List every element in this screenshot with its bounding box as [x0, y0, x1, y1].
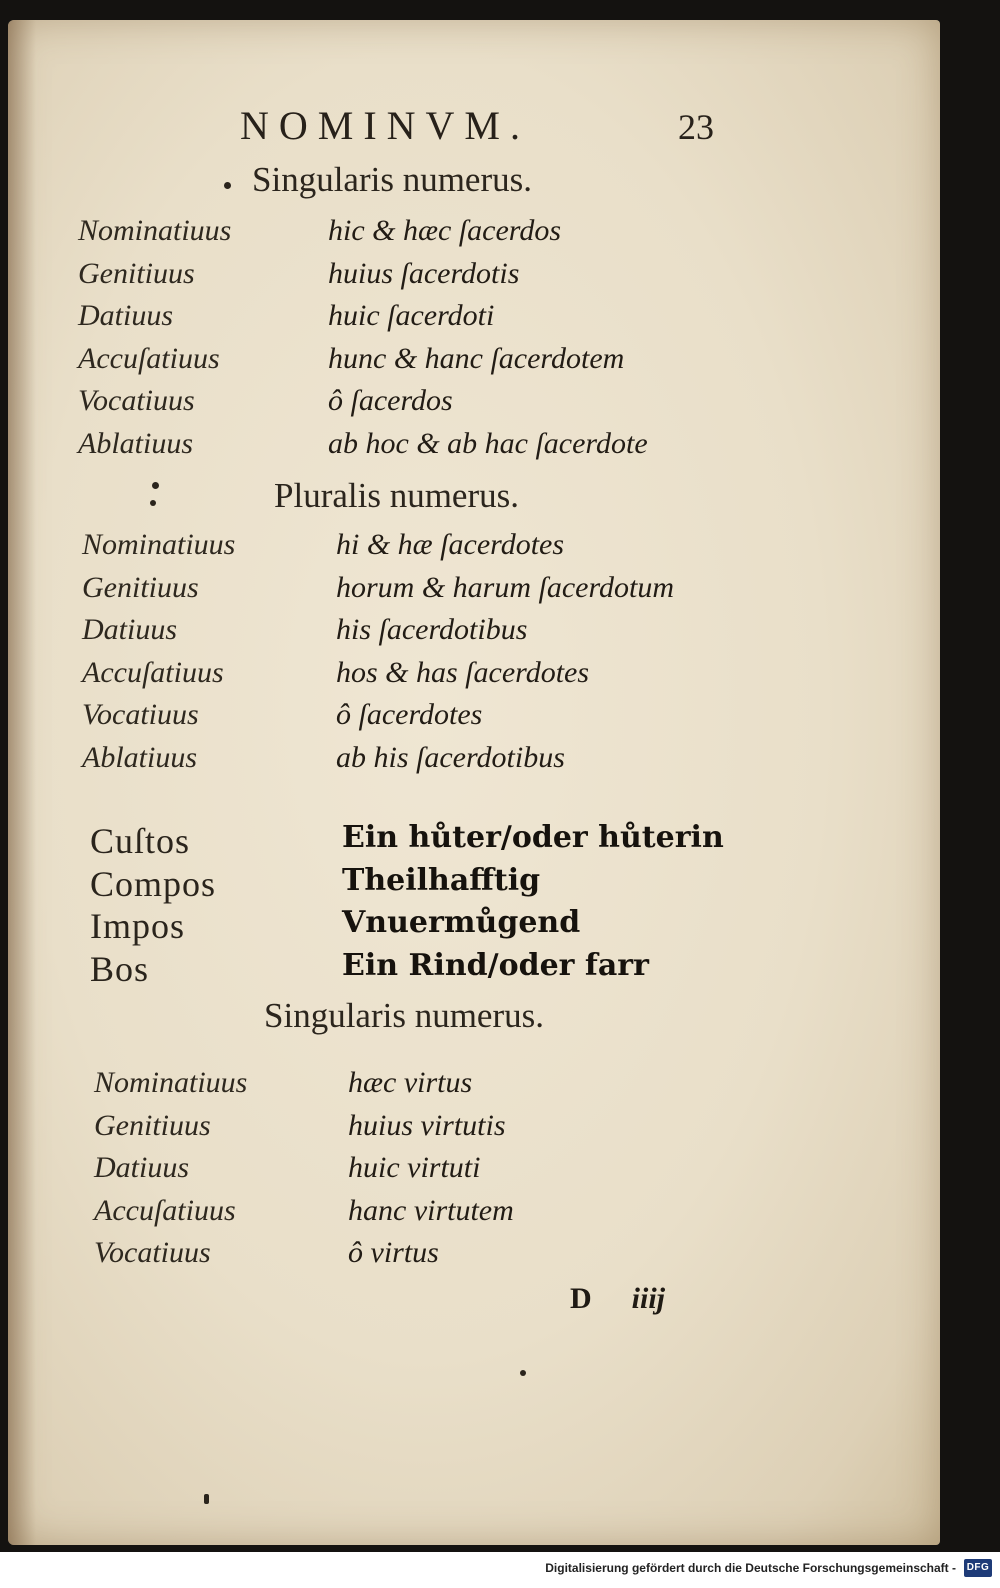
page-shadow-edge [8, 20, 36, 1545]
case-label: Genitiuus [82, 570, 199, 604]
case-form: ab his ſacerdotibus [336, 740, 565, 774]
case-label: Accuſatiuus [78, 341, 220, 375]
latin-word: Impos [90, 906, 185, 946]
ink-speck [204, 1494, 209, 1504]
case-label: Accuſatiuus [82, 655, 224, 689]
dfg-logo-icon: DFG [964, 1559, 992, 1577]
case-form: ab hoc & ab hac ſacerdote [328, 426, 648, 460]
case-label: Vocatiuus [94, 1236, 211, 1269]
case-form: hos & has ſacerdotes [336, 655, 590, 689]
case-form: huic virtuti [348, 1151, 481, 1184]
case-form: hæc virtus [348, 1066, 473, 1099]
case-form: huius ſacerdotis [328, 256, 520, 290]
case-form: ô ſacerdotes [336, 698, 483, 731]
case-label: Genitiuus [78, 256, 195, 290]
signature-number: iiij [631, 1282, 666, 1315]
case-form: his ſacerdotibus [336, 613, 528, 646]
book-page [8, 20, 940, 1545]
ink-speck [150, 500, 156, 506]
case-form: hic & hæc ſacerdos [328, 214, 562, 247]
digitization-footer [0, 1552, 1000, 1588]
case-label: Accuſatiuus [94, 1193, 236, 1227]
case-form: ô virtus [348, 1236, 439, 1269]
case-label: Ablatiuus [82, 740, 198, 774]
ink-speck [224, 182, 231, 189]
case-form: ô ſacerdos [328, 384, 453, 417]
case-form: hi & hæ ſacerdotes [336, 528, 565, 561]
signature-mark [570, 1282, 665, 1316]
case-label: Nominatiuus [94, 1066, 248, 1099]
case-label: Nominatiuus [78, 214, 232, 247]
german-gloss: Theilhafftig [342, 862, 541, 898]
case-label: Vocatiuus [78, 384, 195, 417]
case-label: Vocatiuus [82, 698, 199, 731]
heading-plural-sacerdos: Pluralis numerus. [274, 476, 519, 515]
german-gloss: Vnuermůgend [342, 905, 581, 940]
case-label: Genitiuus [94, 1108, 211, 1142]
case-form: huius virtutis [348, 1108, 506, 1142]
ink-speck [152, 482, 159, 489]
case-form: huic ſacerdoti [328, 299, 495, 332]
signature-letter: D [570, 1282, 592, 1315]
heading-singular-virtus: Singularis numerus. [264, 996, 544, 1035]
heading-singular-sacerdos: Singularis numerus. [252, 160, 532, 199]
latin-word: Compos [90, 863, 217, 904]
german-gloss: Ein Rind/oder farr [342, 947, 649, 983]
case-label: Ablatiuus [78, 426, 194, 460]
case-label: Datiuus [94, 1151, 190, 1184]
case-label: Datiuus [82, 613, 178, 646]
case-label: Datiuus [78, 299, 174, 332]
funding-credit: Digitalisierung gefördert durch die Deutsche Forschungsgemeinschaft - [545, 1561, 956, 1575]
case-form: hunc & hanc ſacerdotem [328, 341, 625, 375]
german-gloss: Ein hůter/oder hůterin [342, 820, 724, 855]
case-form: horum & harum ſacerdotum [336, 570, 675, 604]
case-label: Nominatiuus [82, 528, 236, 561]
latin-word: Cuſtos [90, 821, 191, 861]
page-number: 23 [678, 107, 714, 147]
case-form: hanc virtutem [348, 1193, 514, 1227]
running-head: NOMINVM. [240, 103, 530, 148]
ink-speck [520, 1370, 526, 1376]
latin-word: Bos [90, 948, 150, 989]
